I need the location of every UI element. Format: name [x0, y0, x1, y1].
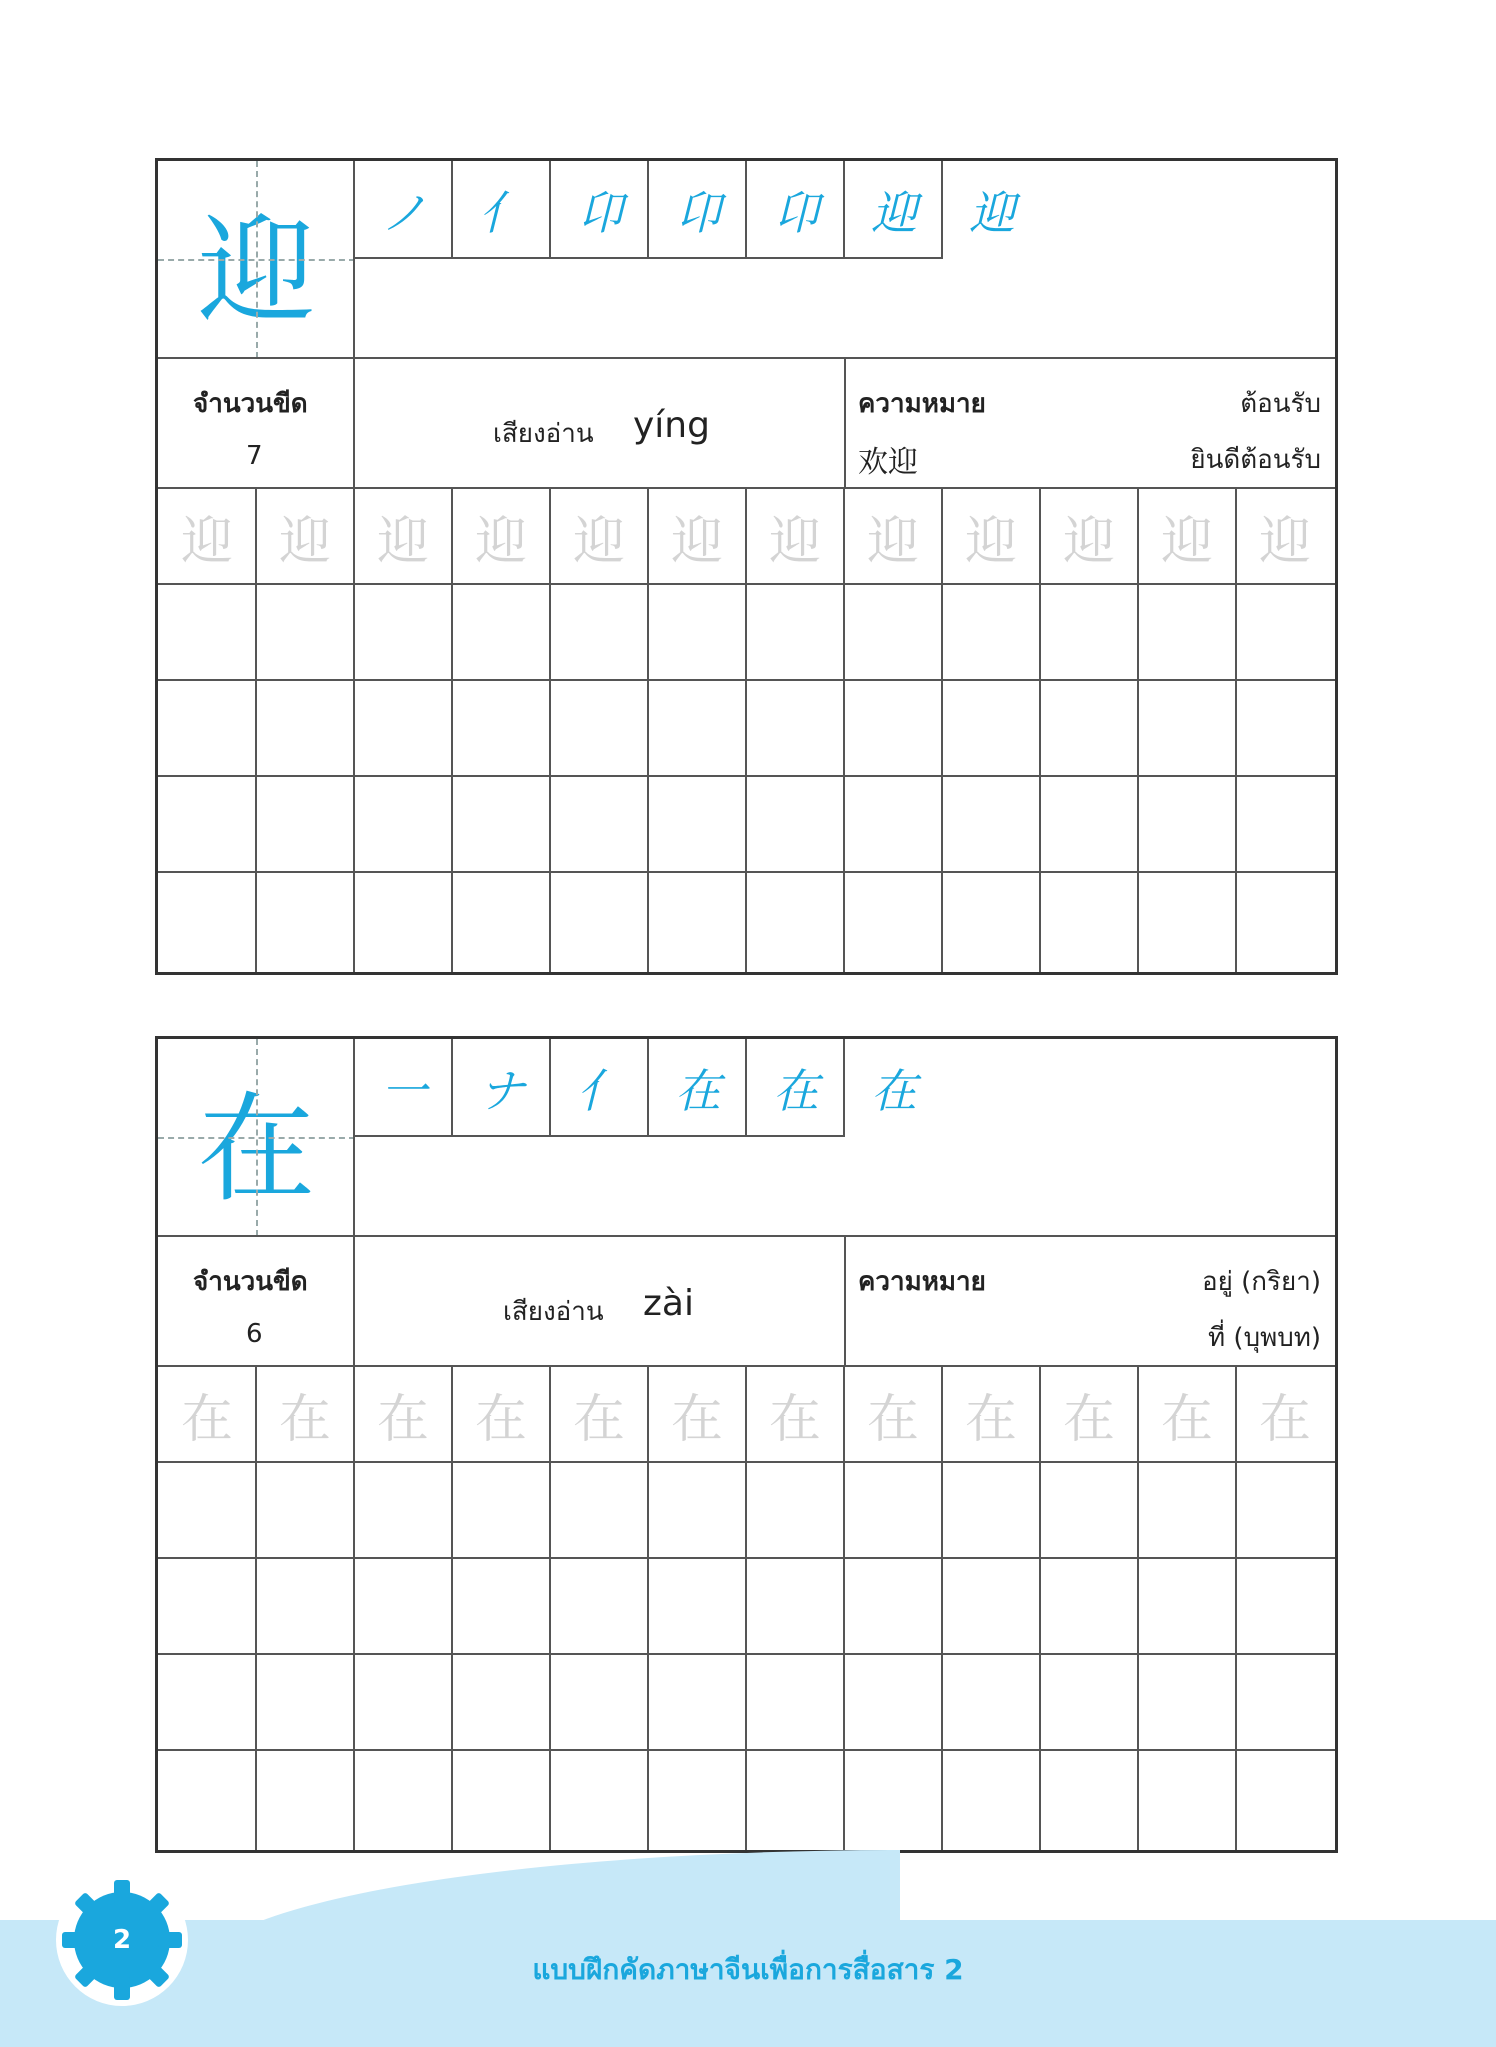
main-character: 在	[197, 1079, 316, 1218]
stroke-step: 亻	[577, 1064, 623, 1118]
stroke-step: 卬	[675, 186, 721, 240]
character-card-2	[155, 1036, 1338, 1853]
main-character: 迎	[197, 201, 316, 340]
meaning-2: ยินดีต้อนรับ	[1190, 445, 1321, 475]
stroke-step: 在	[871, 1064, 917, 1118]
trace-char: 在	[1160, 1389, 1213, 1450]
stroke-step: ナ	[479, 1064, 525, 1118]
trace-char: 在	[572, 1389, 625, 1450]
reading-label: เสียงอ่าน	[493, 419, 594, 449]
reading-label: เสียงอ่าน	[503, 1297, 604, 1327]
trace-char: 迎	[670, 511, 723, 572]
stroke-step: 卬	[577, 186, 623, 240]
meaning-1: ต้อนรับ	[1240, 389, 1321, 419]
trace-char: 在	[376, 1389, 429, 1450]
stroke-step: 一	[381, 1064, 427, 1118]
trace-char: 迎	[572, 511, 625, 572]
trace-char: 迎	[1160, 511, 1213, 572]
trace-char: 在	[474, 1389, 527, 1450]
trace-char: 迎	[964, 511, 1017, 572]
trace-char: 在	[768, 1389, 821, 1450]
trace-char: 在	[670, 1389, 723, 1450]
page-number: 2	[112, 1925, 132, 1955]
pinyin: zài	[643, 1283, 694, 1324]
trace-char: 在	[1062, 1389, 1115, 1450]
example-word: 欢迎	[858, 445, 918, 480]
meaning-2: ที่ (บุพบท)	[1208, 1323, 1321, 1353]
stroke-count: 7	[246, 441, 263, 471]
trace-char: 在	[1258, 1389, 1311, 1450]
trace-char: 在	[180, 1389, 233, 1450]
character-card-1	[155, 158, 1338, 975]
trace-char: 迎	[768, 511, 821, 572]
stroke-step: 迎	[871, 186, 917, 240]
meaning-1: อยู่ (กริยา)	[1202, 1267, 1321, 1297]
stroke-step: 迎	[969, 186, 1015, 240]
pinyin: yíng	[633, 405, 710, 446]
trace-char: 在	[278, 1389, 331, 1450]
trace-char: 迎	[180, 511, 233, 572]
stroke-count: 6	[246, 1319, 263, 1349]
trace-char: 迎	[1062, 511, 1115, 572]
trace-char: 迎	[1258, 511, 1311, 572]
stroke-step: 在	[675, 1064, 721, 1118]
stroke-count-label: จำนวนขีด	[193, 1267, 308, 1297]
stroke-step: 卬	[773, 186, 819, 240]
stroke-step: 在	[773, 1064, 819, 1118]
stroke-count-label: จำนวนขีด	[193, 389, 308, 419]
stroke-step: 亻	[479, 186, 525, 240]
trace-char: 迎	[866, 511, 919, 572]
trace-char: 在	[866, 1389, 919, 1450]
trace-char: 迎	[376, 511, 429, 572]
trace-char: 迎	[278, 511, 331, 572]
trace-char: 在	[964, 1389, 1017, 1450]
meaning-label: ความหมาย	[858, 1267, 986, 1297]
meaning-label: ความหมาย	[858, 389, 986, 419]
stroke-step: ノ	[381, 186, 427, 240]
book-title: แบบฝึกคัดภาษาจีนเพื่อการสื่อสาร 2	[532, 1953, 964, 1986]
trace-char: 迎	[474, 511, 527, 572]
